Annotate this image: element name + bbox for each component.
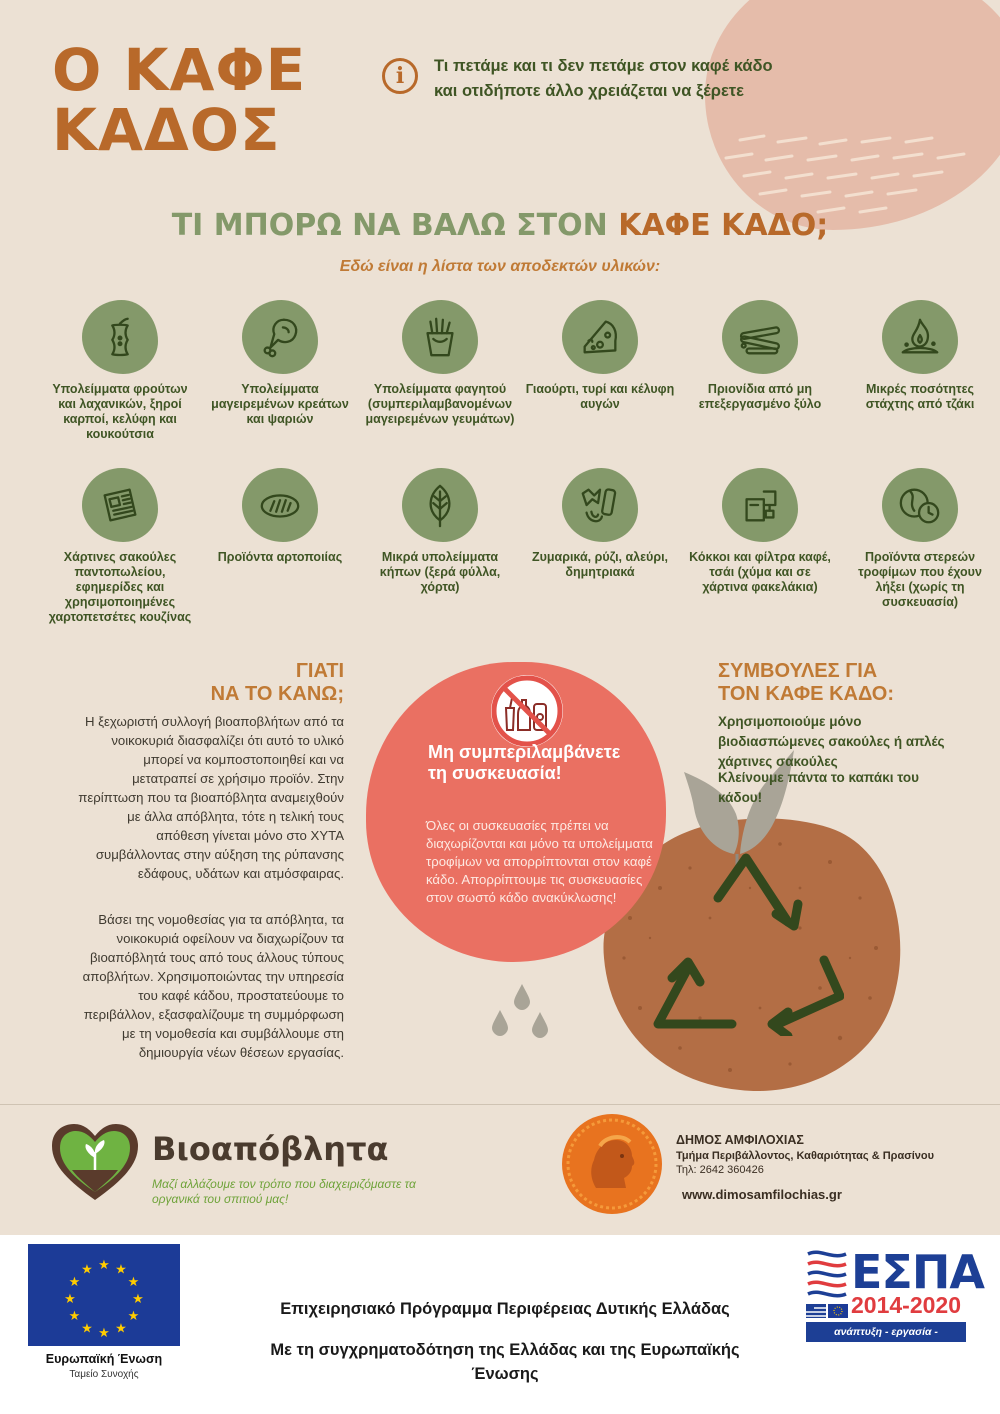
svg-text:★: ★ [68,1309,81,1324]
item-label: Ζυμαρικά, ρύζι, αλεύρι, δημητριακά [531,550,669,579]
expired-food-clock-icon [897,482,943,528]
item-label: Υπολείμματα φαγητού (συμπεριλαμβανομένων μαγειρεμένων γευμάτων) [365,382,515,426]
cofunding-text: Με τη συγχρηματοδότηση της Ελλάδας και της Ευρωπαϊκής Ένωσης [270,1341,740,1383]
coffee-filter-icon [737,482,783,528]
municipality-website: www.dimosamfilochias.gr [682,1187,842,1202]
heading-part-1: ΤΙ ΜΠΟΡΩ ΝΑ ΒΑΛΩ ΣΤΟΝ [171,208,608,243]
item-fireplace-ash [840,300,1000,468]
municipality-coin-logo-icon [560,1112,664,1216]
tip-1: Χρησιμοποιούμε μόνο βιοδιασπώμενες σακούλες ή απλές χάρτινες σακούλες [718,714,945,769]
pasta-icon [577,482,623,528]
item-label: Μικρά υπολείμματα κήπων (ξερά φύλλα, χόρτα) [379,550,501,594]
eu-name: Ευρωπαϊκή Ένωση [45,1352,163,1366]
ash-fire-icon [897,314,943,360]
bread-icon [257,482,303,528]
svg-text:★: ★ [98,1258,110,1273]
item-cooked-meat [200,300,360,468]
espa-word: ΕΣΠΑ [851,1245,984,1299]
water-drops-icon [488,984,558,1044]
newspaper-icon [97,482,143,528]
item-label: Πριονίδια από μη επεξεργασμένο ξύλο [698,382,822,411]
item-bakery [200,468,360,636]
wood-logs-icon [737,314,783,360]
svg-text:★: ★ [132,1292,144,1307]
svg-text:★: ★ [98,1326,110,1341]
municipality-phone: Τηλ: 2642 360426 [676,1164,764,1176]
section-heading [0,208,1000,243]
warning-title: Μη συμπεριλαμβάνετε τη συσκευασία! [428,742,621,783]
why-title-line-2: ΝΑ ΤΟ ΚΑΝΩ; [210,683,344,705]
item-label: Γιαούρτι, τυρί και κέλυφη αυγών [525,382,675,411]
title-line-2: ΚΑΔΟΣ [52,96,281,164]
tips-title [718,660,978,706]
municipality-department: Τμήμα Περιβάλλοντος, Καθαριότητας & Πρασίνου [676,1150,935,1162]
item-label: Υπολείμματα φρούτων και λαχανικών, ξηροί καρποί, κελύφη και κουκούτσια [52,382,188,441]
item-fruit-vegetables [40,300,200,468]
svg-text:★: ★ [81,1321,93,1337]
leaf-icon [417,482,463,528]
svg-text:★: ★ [127,1275,140,1290]
item-sawdust [680,300,840,468]
divider [0,1104,1000,1105]
item-label: Χάρτινες σακούλες παντοπωλείου, εφημερίδες και χρησιμοποιημένες χαρτοπετσέτες κουζίνας [48,550,192,624]
municipality-name: ΔΗΜΟΣ ΑΜΦΙΛΟΧΙΑΣ [676,1133,804,1147]
recycle-icon [648,852,844,1036]
warning-text: Όλες οι συσκευασίες πρέπει να διαχωρίζονται και μόνο τα υπολείμματα τροφίμων να απορρίπτονται στον καφέ κάδο. Απορρίπτουμε τις συσκευασίες στον σωστό κάδο ανακύκλωσης! [426,818,653,905]
apple-core-icon [97,314,143,360]
item-expired-food [840,468,1000,636]
why-paragraph-1: Η ξεχωριστή συλλογή βιοαποβλήτων από τα νοικοκυριά διασφαλίζει ότι αυτό το υλικό μπορεί να κομποστοποιηθεί και να μετατραπεί σε χρήσιμο προϊόν. Στην περίπτωση που τα βιοαπόβλητα αναμειχθούν με άλλα απόβλητα, τότε η τελική τους απόθεση γίνεται μόνο στο ΧΥΤΑ συμβάλλοντας στην αύξηση της ρύπανσης εδάφους, υδάτων και ατμόσφαιρας. [78,714,344,881]
svg-text:★: ★ [81,1262,93,1278]
title-line-1: Ο ΚΑΦΕ [52,36,307,104]
item-label: Μικρές ποσότητες στάχτης από τζάκι [865,382,975,411]
program-name: Επιχειρησιακό Πρόγραμμα Περιφέρειας Δυτικής Ελλάδας [280,1300,730,1318]
why-title [120,660,344,706]
item-label: Προϊόντα στερεών τροφίμων που έχουν λήξει (χωρίς τη συσκευασία) [858,550,982,609]
svg-text:★: ★ [127,1309,140,1324]
svg-text:★: ★ [64,1292,76,1307]
bio-brand-title: Βιοαπόβλητα [152,1130,389,1168]
tips-title-line-1: ΣΥΜΒΟΥΛΕΣ ΓΙΑ [718,660,878,682]
tips-title-line-2: ΤΟΝ ΚΑΦΕ ΚΑΔΟ: [718,683,895,705]
fries-icon [417,314,463,360]
item-label: Κόκκοι και φίλτρα καφέ, τσάι (χύμα και σε χάρτινα φακελάκια) [689,550,831,594]
item-dairy-eggs [520,300,680,468]
svg-text:★: ★ [68,1275,81,1290]
decorative-dashes [720,130,980,220]
info-icon: i [382,58,418,94]
item-garden-waste [360,468,520,636]
intro-text: Τι πετάμε και τι δεν πετάμε στον καφέ κάδο και οτιδήποτε άλλο χρειάζεται να ξέρετε [434,57,773,100]
eu-flag-icon [28,1244,180,1346]
page-title [52,36,307,164]
eu-fund-name: Ταμείο Συνοχής [69,1369,139,1380]
bio-brand-subtitle: Μαζί αλλάζουμε τον τρόπο που διαχειριζόμαστε τα οργανικά του σπιτιού μας! [152,1177,416,1206]
why-title-line-1: ΓΙΑΤΙ [295,660,344,682]
chicken-leg-icon [257,314,303,360]
item-label: Υπολείμματα μαγειρεμένων κρεάτων και ψαριών [211,382,349,426]
svg-text:★: ★ [115,1321,127,1337]
espa-motto: ανάπτυξη - εργασία - αλληλεγγύη [806,1322,966,1342]
item-food-leftovers [360,300,520,468]
no-packaging-icon [488,672,566,750]
item-label: Προϊόντα αρτοποιίας [217,550,343,564]
why-paragraph-2: Βάσει της νομοθεσίας για τα απόβλητα, τα νοικοκυριά οφείλουν να διαχωρίζουν τα βιοαπόβλητά τους από τους άλλους τύπους αποβλήτων. Χρησιμοποιώντας την υπηρεσία του καφέ κάδου, προστατεύουμε το περιβάλλον, εξασφαλίζουμε τη συμμόρφωση με τη νομοθεσία και συμβάλλουμε στη δημιουργία νέων θέσεων εργασίας. [82,912,344,1060]
item-pasta-grains [520,468,680,636]
espa-years: 2014-2020 [851,1292,961,1318]
section-subheading: Εδώ είναι η λίστα των αποδεκτών υλικών: [339,258,661,275]
svg-text:★: ★ [115,1262,127,1278]
cheese-icon [577,314,623,360]
heading-part-2: ΚΑΦΕ ΚΑΔΟ; [618,208,829,243]
bio-heart-logo-icon [50,1122,140,1202]
item-coffee-tea [680,468,840,636]
item-paper-bags [40,468,200,636]
tip-2: Κλείνουμε πάντα το καπάκι του κάδου! [718,770,919,805]
accepted-items-grid [40,300,1000,636]
